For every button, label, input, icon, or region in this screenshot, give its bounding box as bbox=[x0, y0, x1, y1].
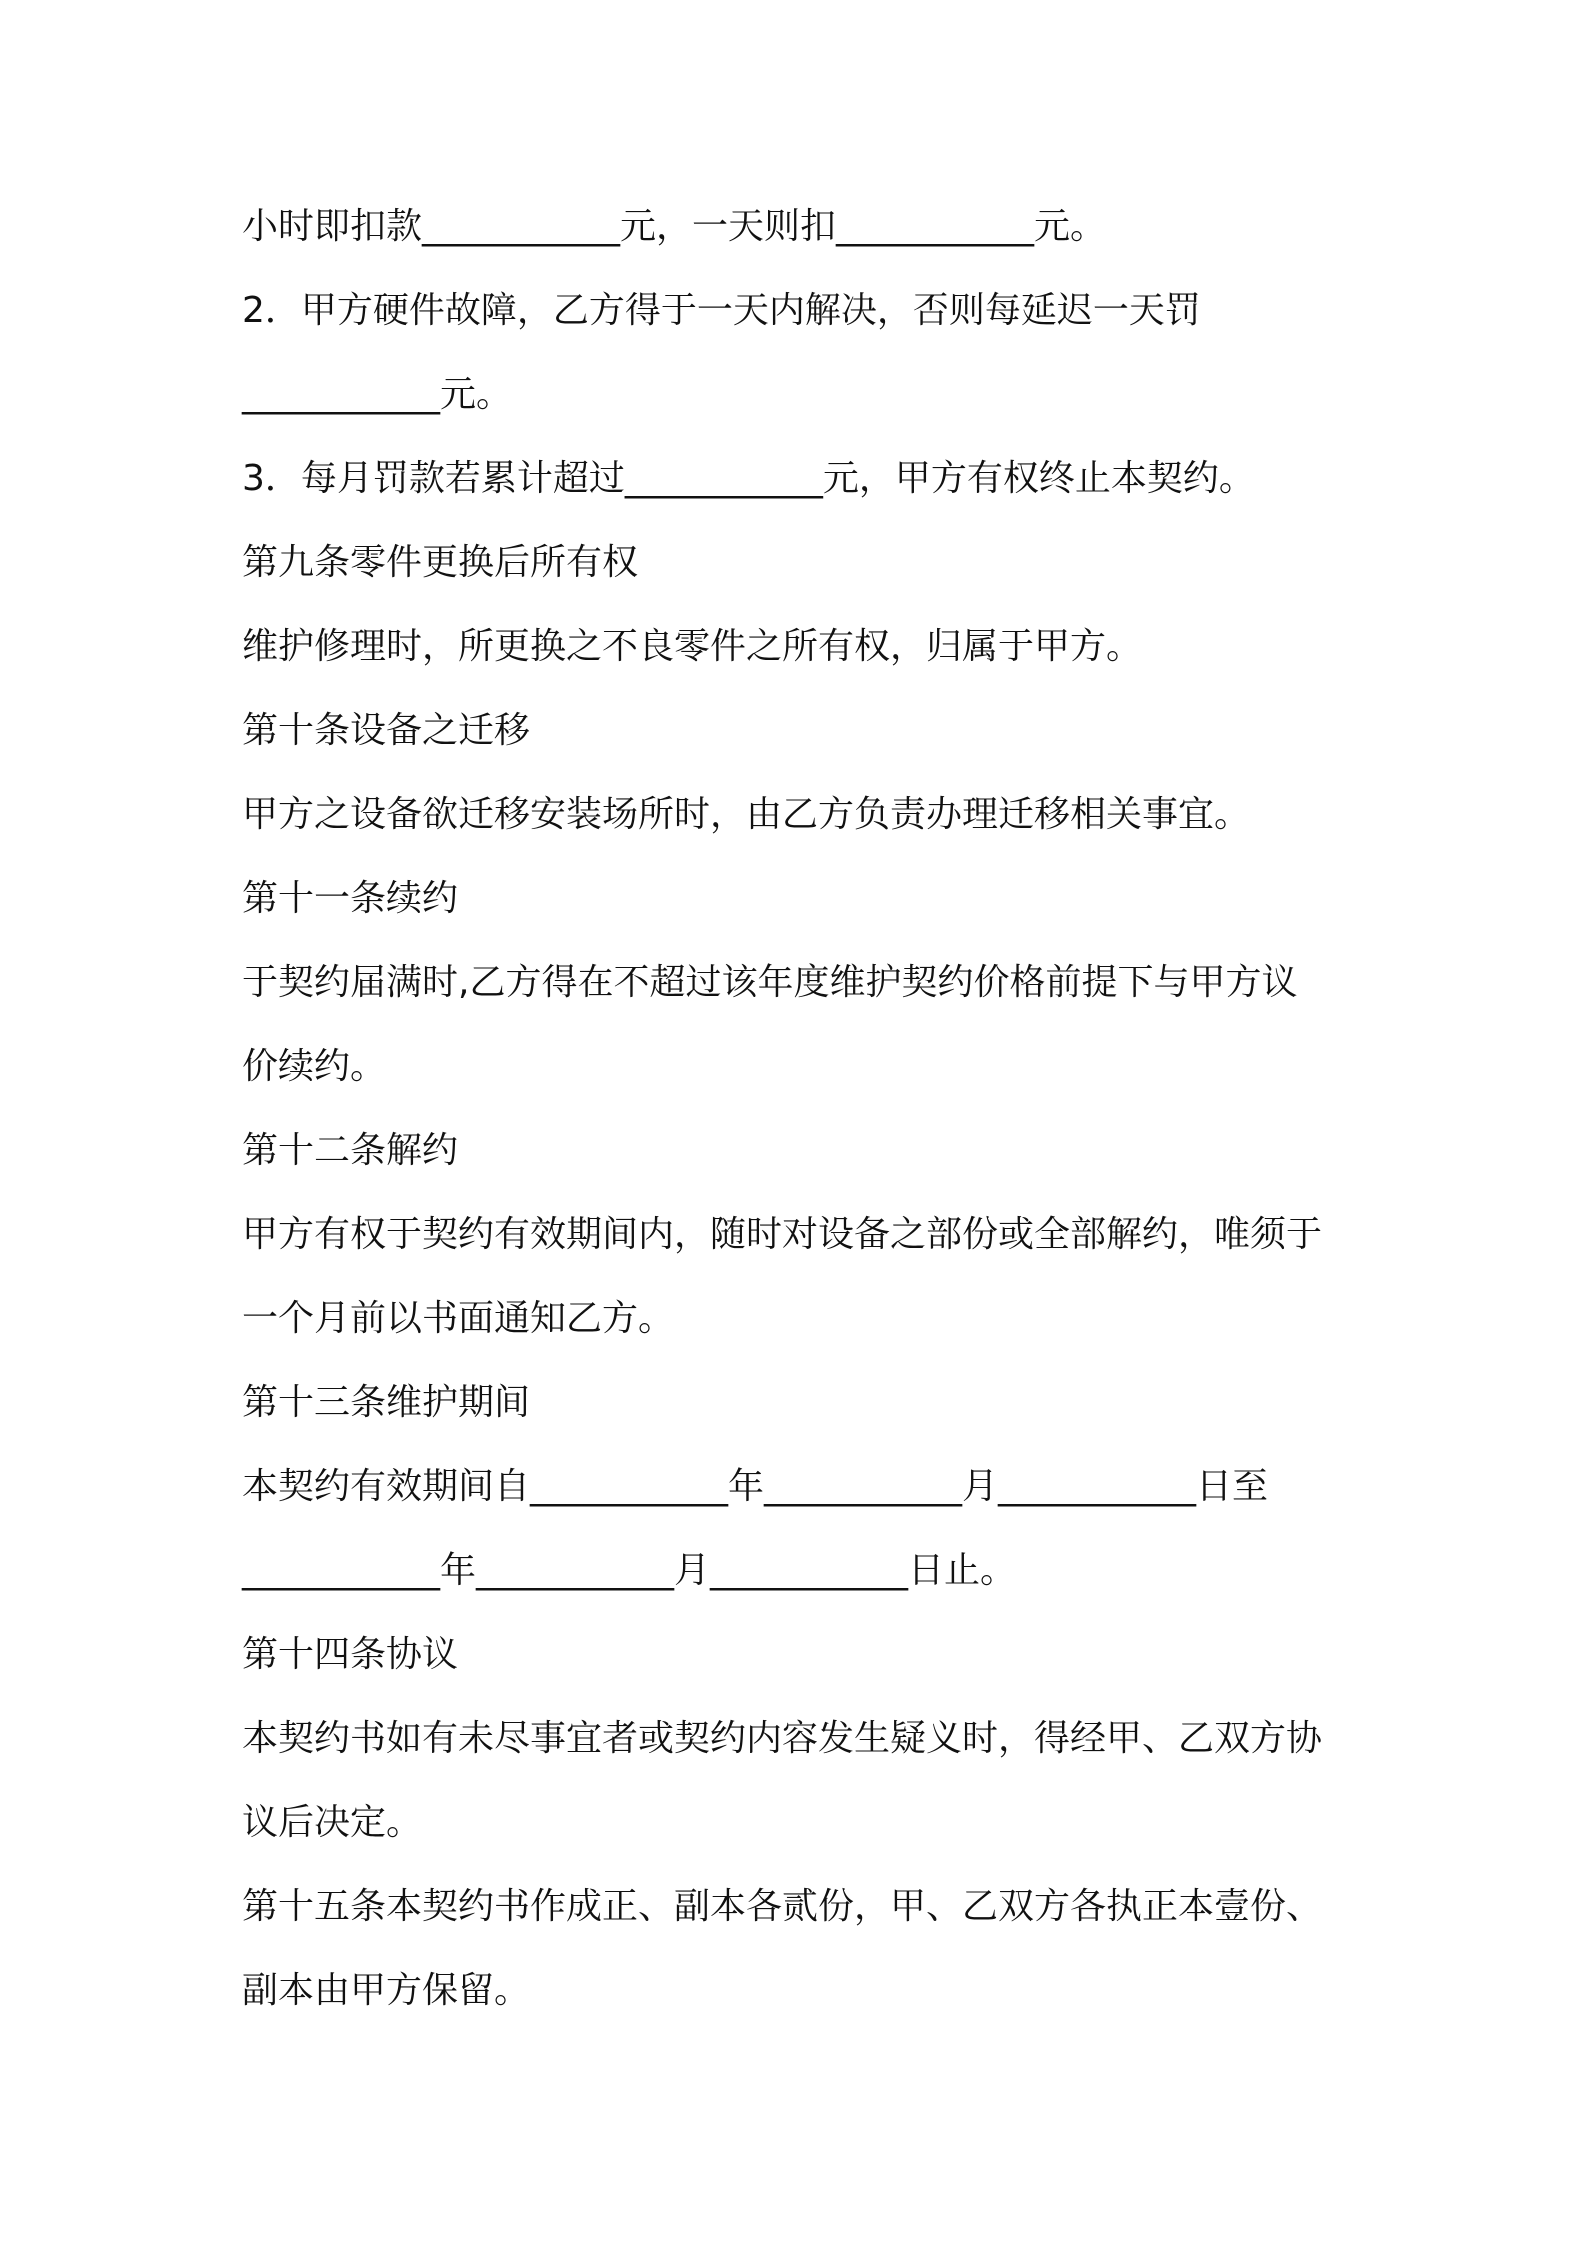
text-line: 价续约。 bbox=[242, 1046, 387, 1087]
text-line: 3．每月罚款若累计超过___________元，甲方有权终止本契约。 bbox=[242, 458, 1255, 499]
text-line: 甲方之设备欲迁移安装场所时，由乙方负责办理迁移相关事宜。 bbox=[242, 794, 1251, 835]
text-line: 一个月前以书面通知乙方。 bbox=[242, 1298, 675, 1339]
text-line: 维护修理时，所更换之不良零件之所有权，归属于甲方。 bbox=[242, 626, 1143, 667]
text-line: 议后决定。 bbox=[242, 1802, 423, 1843]
text-line: 副本由甲方保留。 bbox=[242, 1970, 531, 2011]
text-line: 2．甲方硬件故障，乙方得于一天内解决，否则每延迟一天罚 bbox=[242, 290, 1201, 331]
text-line: 小时即扣款___________元，一天则扣___________元。 bbox=[242, 206, 1107, 247]
section-heading: 第十三条维护期间 bbox=[242, 1382, 531, 1423]
text-line: ___________元。 bbox=[242, 374, 513, 415]
text-line: 本契约书如有未尽事宜者或契约内容发生疑义时，得经甲、乙双方协 bbox=[242, 1718, 1323, 1759]
section-heading: 第十二条解约 bbox=[242, 1130, 459, 1171]
section-heading: 第十四条协议 bbox=[242, 1634, 459, 1675]
section-heading: 第十条设备之迁移 bbox=[242, 710, 531, 751]
text-line: ___________年___________月___________日止。 bbox=[242, 1550, 1017, 1591]
text-line: 于契约届满时,乙方得在不超过该年度维护契约价格前提下与甲方议 bbox=[242, 962, 1298, 1003]
section-heading: 第九条零件更换后所有权 bbox=[242, 542, 639, 583]
section-heading: 第十一条续约 bbox=[242, 878, 459, 919]
text-line: 甲方有权于契约有效期间内，随时对设备之部份或全部解约，唯须于 bbox=[242, 1214, 1323, 1255]
section-heading: 第十五条本契约书作成正、副本各贰份，甲、乙双方各执正本壹份、 bbox=[242, 1886, 1323, 1927]
text-line: 本契约有效期间自___________年___________月___________日至 bbox=[242, 1466, 1269, 1507]
